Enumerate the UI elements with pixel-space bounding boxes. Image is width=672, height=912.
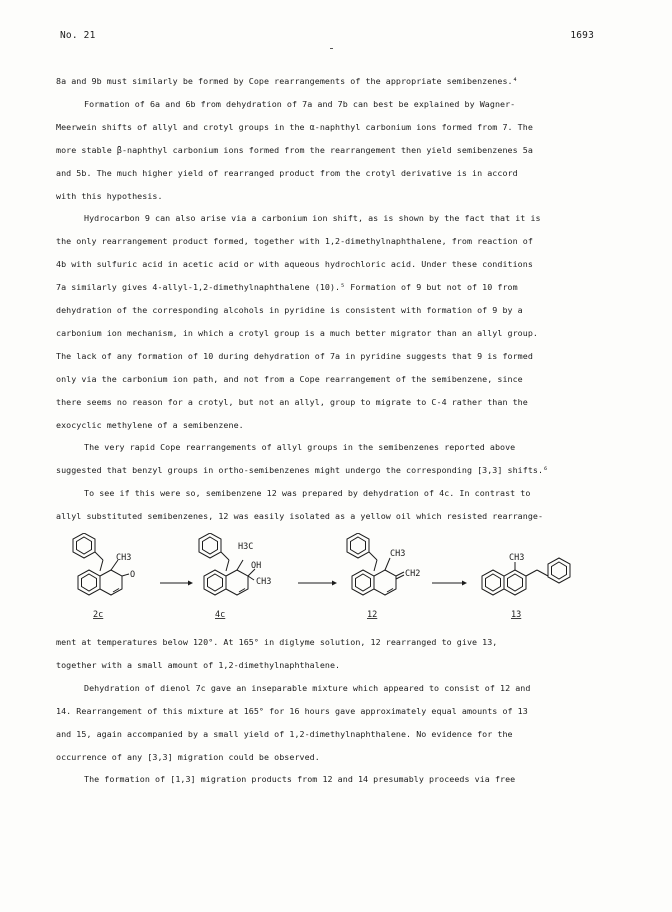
methyl-label-12: CH3: [390, 549, 406, 559]
second-methyl-label-4c: CH3: [256, 577, 272, 587]
hydroxyl-label: OH: [251, 561, 262, 571]
text-line: ment at temperatures below 120°. At 165° in diglyme solution, 12 rearranged to give 13,: [56, 637, 498, 647]
text-line: suggested that benzyl groups in ortho-semibenzenes might undergo the corresponding [3,3] shifts.⁶: [56, 465, 549, 476]
benzyl-ring-4c: [199, 533, 221, 558]
text-line: with this hypothesis.: [56, 190, 163, 201]
methyl-label-13: CH3: [509, 553, 525, 563]
text-line: exocyclic methylene of a semibenzene.: [56, 419, 244, 430]
methylene-label-12: CH2: [405, 569, 421, 579]
compound-label-4c: 4c: [215, 610, 226, 620]
text-line: 7a similarly gives 4-allyl-1,2-dimethylnaphthalene (10).⁵ Formation of 9 but not of 10 from: [56, 282, 518, 293]
text-line: the only rearrangement product formed, together with 1,2-dimethylnaphthalene, from reaction of: [56, 236, 533, 247]
text-line: 4b with sulfuric acid in acetic acid or with aqueous hydrochloric acid. Under these conditions: [56, 259, 533, 270]
text-line: and 15, again accompanied by a small yield of 1,2-dimethylnaphthalene. No evidence for the: [56, 728, 513, 739]
benzyl-ring-12: [347, 533, 369, 558]
compound-label-12: 12: [367, 610, 378, 620]
naphthalene-core-4c: [204, 570, 248, 595]
text-line: Formation of 6a and 6b from dehydration of 7a and 7b can best be explained by Wagner-: [84, 98, 516, 109]
text-line: and 5b. The much higher yield of rearranged product from the crotyl derivative is in accord: [56, 167, 518, 178]
header-mark: [330, 48, 333, 49]
naphthalene-core-12: [352, 570, 396, 595]
text-line: there seems no reason for a crotyl, but not an allyl, group to migrate to C-4 rather than the: [56, 396, 528, 407]
text-line: dehydration of the corresponding alcohols in pyridine is consistent with formation of 9 by a: [56, 305, 523, 315]
text-line: Dehydration of dienol 7c gave an inseparable mixture which appeared to consist of 12 and: [84, 682, 531, 693]
text-line: allyl substituted semibenzenes, 12 was easily isolated as a yellow oil which resisted rearrange-: [56, 511, 544, 522]
naphthalene-core-13: [482, 570, 526, 595]
text-line: Meerwein shifts of allyl and crotyl groups in the α-naphthyl carbonium ions formed from 7. The: [56, 121, 533, 132]
journal-issue-number: No. 21: [60, 30, 96, 41]
text-line: more stable β-naphthyl carbonium ions formed from the rearrangement then yield semibenzenes 5a: [56, 144, 533, 155]
structure-12: [347, 533, 420, 620]
benzyl-ring-2c: [73, 533, 95, 558]
compound-label-2c: 2c: [93, 610, 104, 620]
text-line: occurrence of any [3,3] migration could be observed.: [56, 751, 320, 762]
page-number: 1693: [570, 30, 594, 41]
structure-2c: [73, 533, 135, 620]
text-line: carbonium ion mechanism, in which a crotyl group is a much better migrator than an allyl group.: [56, 327, 538, 338]
methyl-label-2c: CH3: [116, 553, 132, 563]
text-line: together with a small amount of 1,2-dimethylnaphthalene.: [56, 659, 341, 670]
structure-13: [482, 553, 570, 620]
structure-4c: [199, 533, 271, 620]
reaction-arrow-3: [432, 581, 467, 586]
carbonyl-oxygen-label: O: [130, 570, 136, 580]
text-line: 8a and 9b must similarly be formed by Cope rearrangements of the appropriate semibenzenes.⁴: [56, 76, 518, 86]
text-line: To see if this were so, semibenzene 12 was prepared by dehydration of 4c. In contrast to: [84, 488, 531, 499]
text-line: 14. Rearrangement of this mixture at 165° for 16 hours gave approximately equal amounts of 13: [56, 705, 528, 716]
reaction-arrow-2: [298, 581, 337, 586]
naphthalene-core-2c: [78, 570, 122, 595]
text-line: only via the carbonium ion path, and not from a Cope rearrangement of the semibenzene, since: [56, 373, 523, 384]
reaction-arrow-1: [160, 581, 193, 586]
phenyl-ring-13: [548, 558, 570, 583]
text-line: The lack of any formation of 10 during dehydration of 7a in pyridine suggests that 9 is formed: [56, 350, 533, 361]
methyl-label-4c: H3C: [238, 542, 254, 552]
text-line: The formation of [1,3] migration products from 12 and 14 presumably proceeds via free: [84, 774, 516, 785]
text-line: The very rapid Cope rearrangements of allyl groups in the semibenzenes reported above: [84, 442, 516, 453]
reaction-scheme: [60, 533, 620, 625]
compound-label-13: 13: [511, 610, 522, 620]
text-line: Hydrocarbon 9 can also arise via a carbonium ion shift, as is shown by the fact that it is: [84, 213, 541, 224]
